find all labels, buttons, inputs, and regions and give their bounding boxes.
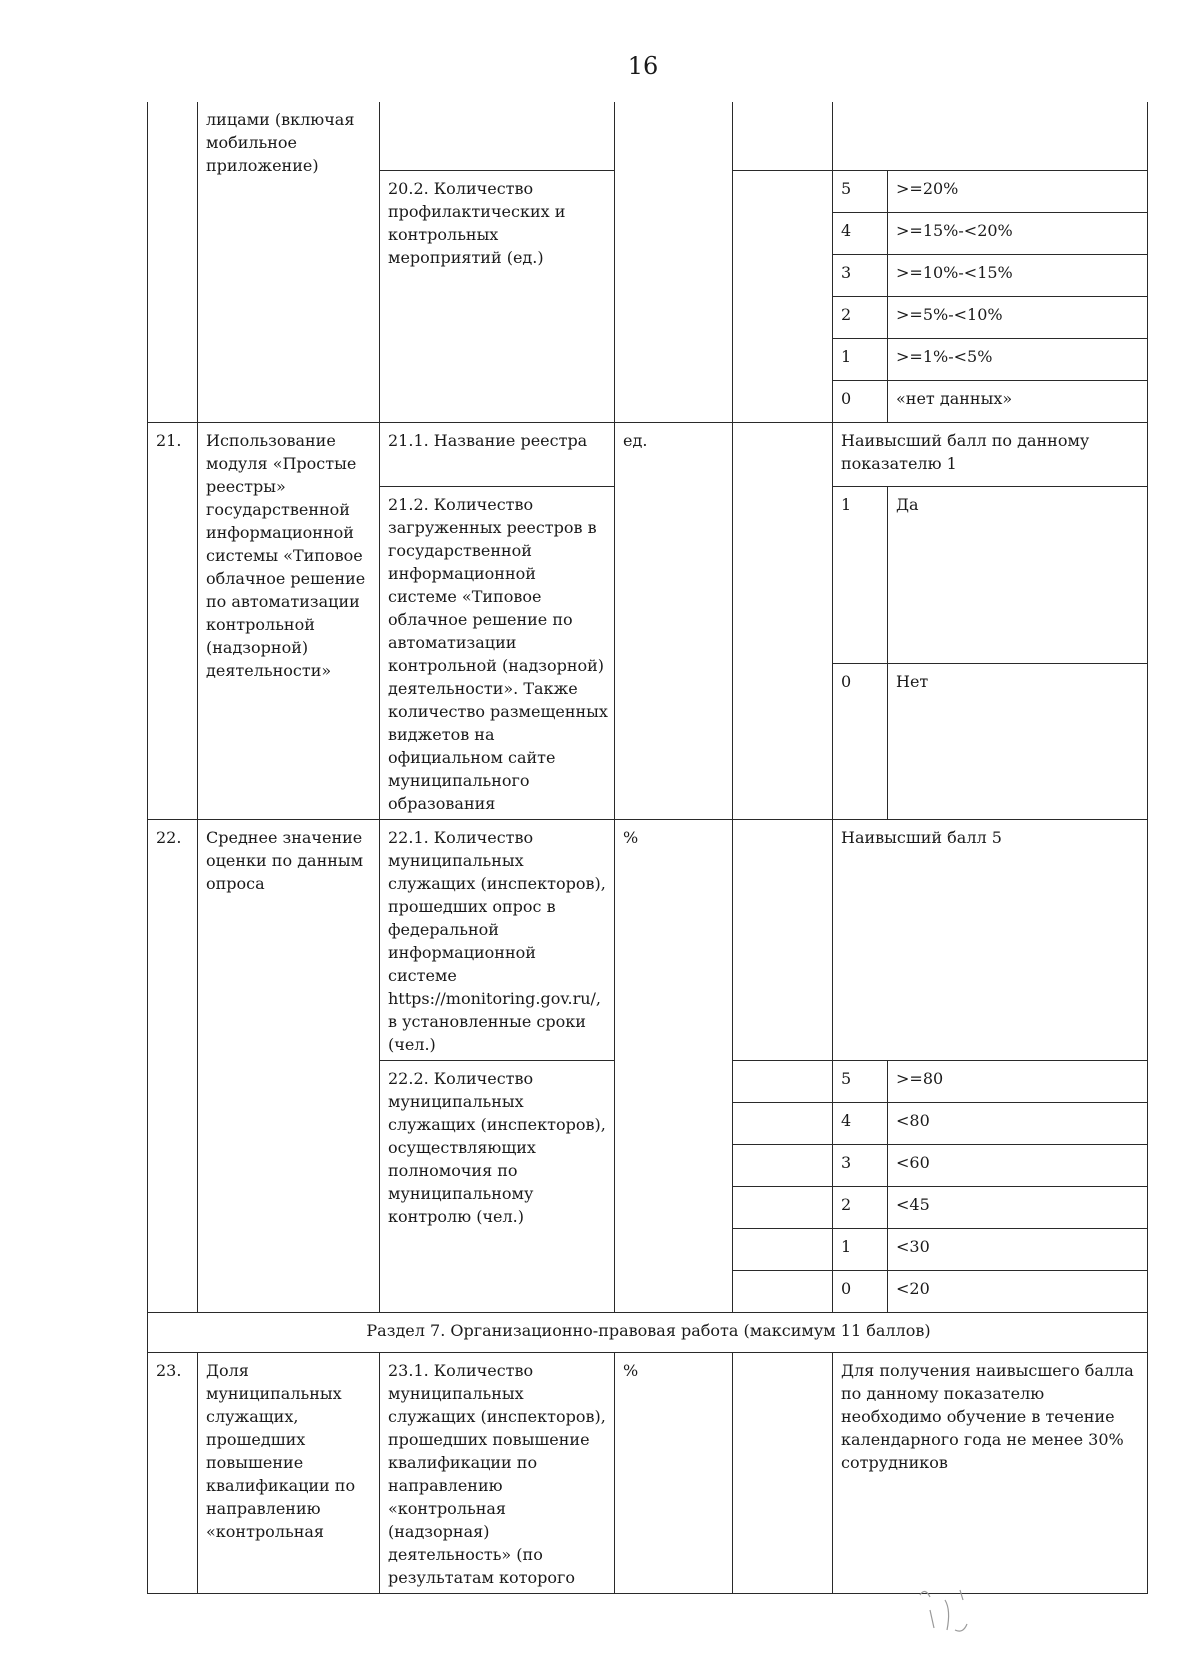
score-criterion: <20 [888, 1270, 1148, 1312]
row22-number: 22. [148, 819, 198, 1312]
row22-value-cell [733, 1060, 833, 1102]
score-value: 4 [833, 212, 888, 254]
row20-value-col [733, 170, 833, 422]
score-value: 5 [833, 170, 888, 212]
score-criterion: «нет данных» [888, 380, 1148, 422]
row22-max-note: Наивысший балл 5 [833, 819, 1148, 1060]
score-criterion: Нет [888, 663, 1148, 819]
row21-unit: ед. [615, 422, 733, 819]
row23-value [733, 1352, 833, 1593]
score-value: 1 [833, 486, 888, 663]
row20-value-cell [733, 102, 833, 170]
criteria-table [147, 102, 1148, 1594]
row21-max-note: Наивысший балл по данному показателю 1 [833, 422, 1148, 486]
score-value: 2 [833, 296, 888, 338]
row20-number-cell [148, 102, 198, 422]
stamp-residue-mark [900, 1575, 1020, 1665]
score-criterion: <60 [888, 1144, 1148, 1186]
row21-sub1: 21.1. Название реестра [380, 422, 615, 486]
row23-unit: % [615, 1352, 733, 1593]
row20-indicator-cell [198, 102, 380, 422]
row22-value-cell [733, 1228, 833, 1270]
row22-value-cell [733, 1144, 833, 1186]
section-7-heading: Раздел 7. Организационно-правовая работа (максимум 11 баллов) [148, 1312, 1148, 1352]
score-criterion: <45 [888, 1186, 1148, 1228]
row20-indicator-tail: лицами (включая мобильное приложение) [206, 110, 355, 175]
score-criterion: >=80 [888, 1060, 1148, 1102]
row22-indicator: Среднее значение оценки по данным опроса [198, 819, 380, 1312]
score-criterion: <30 [888, 1228, 1148, 1270]
row22-unit: % [615, 819, 733, 1312]
score-value: 4 [833, 1102, 888, 1144]
score-value: 0 [833, 663, 888, 819]
row20-unit-cell [615, 102, 733, 422]
row23-max-note: Для получения наивысшего балла по данному показателю необходимо обучение в течение календарного года не менее 30% сотрудников [833, 1352, 1148, 1593]
score-criterion: >=10%-<15% [888, 254, 1148, 296]
row23-indicator: Доля муниципальных служащих, прошедших повышение квалификации по направлению «контрольная [198, 1352, 380, 1593]
score-value: 1 [833, 338, 888, 380]
row22-value [733, 819, 833, 1060]
row23-number: 23. [148, 1352, 198, 1593]
row22-sub1: 22.1. Количество муниципальных служащих (инспекторов), прошедших опрос в федеральной информационной системе https://monitoring.gov.ru/, в установленные сроки (чел.) [380, 819, 615, 1060]
row22-value-cell [733, 1270, 833, 1312]
score-criterion: <80 [888, 1102, 1148, 1144]
score-criterion: >=15%-<20% [888, 212, 1148, 254]
row21-indicator: Использование модуля «Простые реестры» государственной информационной системы «Типовое облачное решение по автоматизации контрольной (надзорной) деятельности» [198, 422, 380, 819]
row21-number: 21. [148, 422, 198, 819]
score-value: 0 [833, 380, 888, 422]
row20-note-cell [833, 102, 1148, 170]
score-value: 1 [833, 1228, 888, 1270]
page-number: 16 [627, 52, 659, 80]
score-value: 0 [833, 1270, 888, 1312]
row20-sub1-cell [380, 102, 615, 170]
row21-sub2: 21.2. Количество загруженных реестров в государственной информационной системе «Типовое облачное решение по автоматизации контрольной (надзорной) деятельности». Также количество размещенных виджетов на официальном сайте муниципального образования [380, 486, 615, 819]
row20-sub2-cell [380, 170, 615, 422]
score-value: 2 [833, 1186, 888, 1228]
score-value: 3 [833, 254, 888, 296]
score-criterion: Да [888, 486, 1148, 663]
score-criterion: >=1%-<5% [888, 338, 1148, 380]
score-value: 3 [833, 1144, 888, 1186]
score-criterion: >=20% [888, 170, 1148, 212]
row21-value [733, 422, 833, 819]
row20-sub2-text: 20.2. Количество профилактических и контрольных мероприятий (ед.) [388, 178, 566, 267]
row22-value-cell [733, 1102, 833, 1144]
row22-value-cell [733, 1186, 833, 1228]
row23-sub1: 23.1. Количество муниципальных служащих (инспекторов), прошедших повышение квалификации по направлению «контрольная (надзорная) деятельность» (по результатам которого [380, 1352, 615, 1593]
score-value: 5 [833, 1060, 888, 1102]
score-criterion: >=5%-<10% [888, 296, 1148, 338]
row22-sub2: 22.2. Количество муниципальных служащих (инспекторов), осуществляющих полномочия по муниципальному контролю (чел.) [380, 1060, 615, 1312]
